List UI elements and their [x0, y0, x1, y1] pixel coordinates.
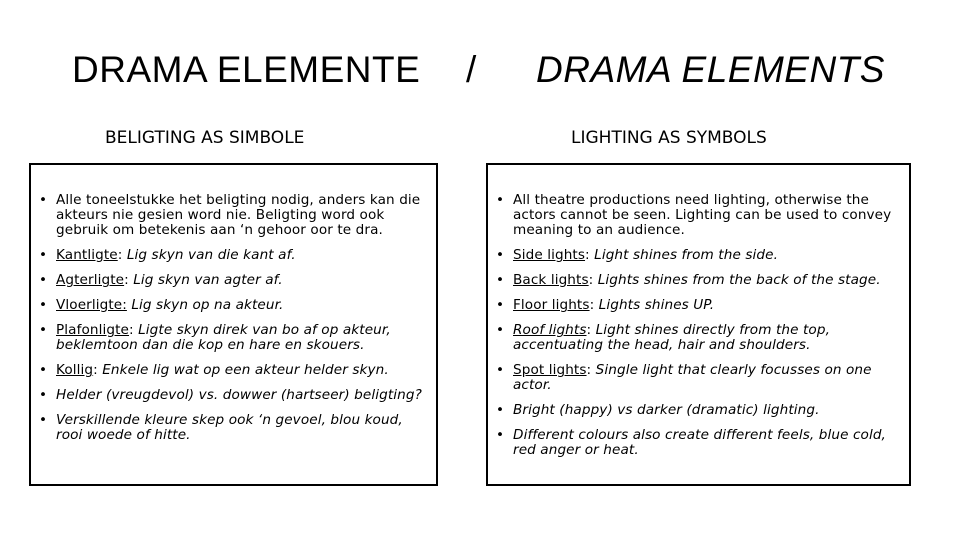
subheading-afrikaans: BELIGTING AS SIMBOLE	[105, 128, 305, 148]
term-separator: :	[585, 247, 595, 263]
list-item	[488, 193, 909, 238]
list-item	[31, 248, 436, 263]
english-content-box	[486, 163, 911, 486]
slide-title-afrikaans: DRAMA ELEMENTE	[72, 49, 421, 90]
list-item	[31, 273, 436, 288]
item-description: Ligte skyn direk van bo af op akteur, beklemtoon dan die kop en hare en skouers.	[56, 322, 391, 353]
subheading-english: LIGHTING AS SYMBOLS	[571, 128, 767, 148]
english-bullet-list	[488, 193, 909, 468]
item-description: All theatre productions need lighting, otherwise the actors cannot be seen. Lighting can be used to convey meaning to an audience.	[513, 192, 892, 238]
item-description: Alle toneelstukke het beligting nodig, anders kan die akteurs nie gesien word nie. Beligting word ook gebruik om betekenis aan ‘n gehoor oor te dra.	[56, 192, 421, 238]
term-label: Vloerligte:	[56, 297, 127, 313]
term-label: Plafonligte	[56, 322, 129, 338]
term-separator: :	[117, 247, 127, 263]
item-description: Light shines directly from the top, accentuating the head, hair and shoulders.	[513, 322, 830, 353]
afrikaans-content-box	[29, 163, 438, 486]
term-separator: :	[124, 272, 134, 288]
term-separator: :	[129, 322, 139, 338]
item-description: Lig skyn op na akteur.	[131, 297, 284, 313]
term-label: Back lights	[513, 272, 589, 288]
list-item	[31, 413, 436, 443]
term-separator: :	[93, 362, 103, 378]
list-item	[31, 323, 436, 353]
item-description: Verskillende kleure skep ook ‘n gevoel, blou koud, rooi woede of hitte.	[56, 412, 403, 443]
term-label: Side lights	[513, 247, 586, 263]
term-separator: :	[586, 362, 596, 378]
item-description: Helder (vreugdevol) vs. dowwer (hartseer) beligting?	[56, 387, 422, 403]
item-description: Lights shines UP.	[598, 297, 715, 313]
list-item	[31, 298, 436, 313]
afrikaans-bullet-list	[31, 193, 436, 453]
list-item	[488, 428, 909, 458]
list-item	[488, 298, 909, 313]
list-item	[31, 388, 436, 403]
term-separator: :	[586, 322, 596, 338]
item-description: Single light that clearly focusses on one actor.	[513, 362, 872, 393]
item-description: Lights shines from the back of the stage.	[597, 272, 881, 288]
list-item	[488, 403, 909, 418]
list-item	[488, 273, 909, 288]
item-description: Light shines from the side.	[594, 247, 778, 263]
item-description: Lig skyn van agter af.	[133, 272, 283, 288]
list-item	[31, 193, 436, 238]
list-item	[488, 323, 909, 353]
item-description: Different colours also create different feels, blue cold, red anger or heat.	[513, 427, 886, 458]
term-label: Kollig	[56, 362, 94, 378]
list-item	[488, 363, 909, 393]
term-label: Roof lights	[513, 322, 587, 338]
term-label: Kantligte	[56, 247, 118, 263]
term-label: Floor lights	[513, 297, 590, 313]
title-separator: /	[466, 49, 477, 90]
list-item	[488, 248, 909, 263]
term-label: Spot lights	[513, 362, 587, 378]
term-separator: :	[589, 297, 599, 313]
list-item	[31, 363, 436, 378]
term-label: Agterligte	[56, 272, 125, 288]
item-description: Bright (happy) vs darker (dramatic) lighting.	[513, 402, 820, 418]
item-description: Enkele lig wat op een akteur helder skyn.	[102, 362, 389, 378]
slide-title-english: DRAMA ELEMENTS	[536, 49, 885, 90]
term-separator: :	[588, 272, 598, 288]
item-description: Lig skyn van die kant af.	[126, 247, 296, 263]
